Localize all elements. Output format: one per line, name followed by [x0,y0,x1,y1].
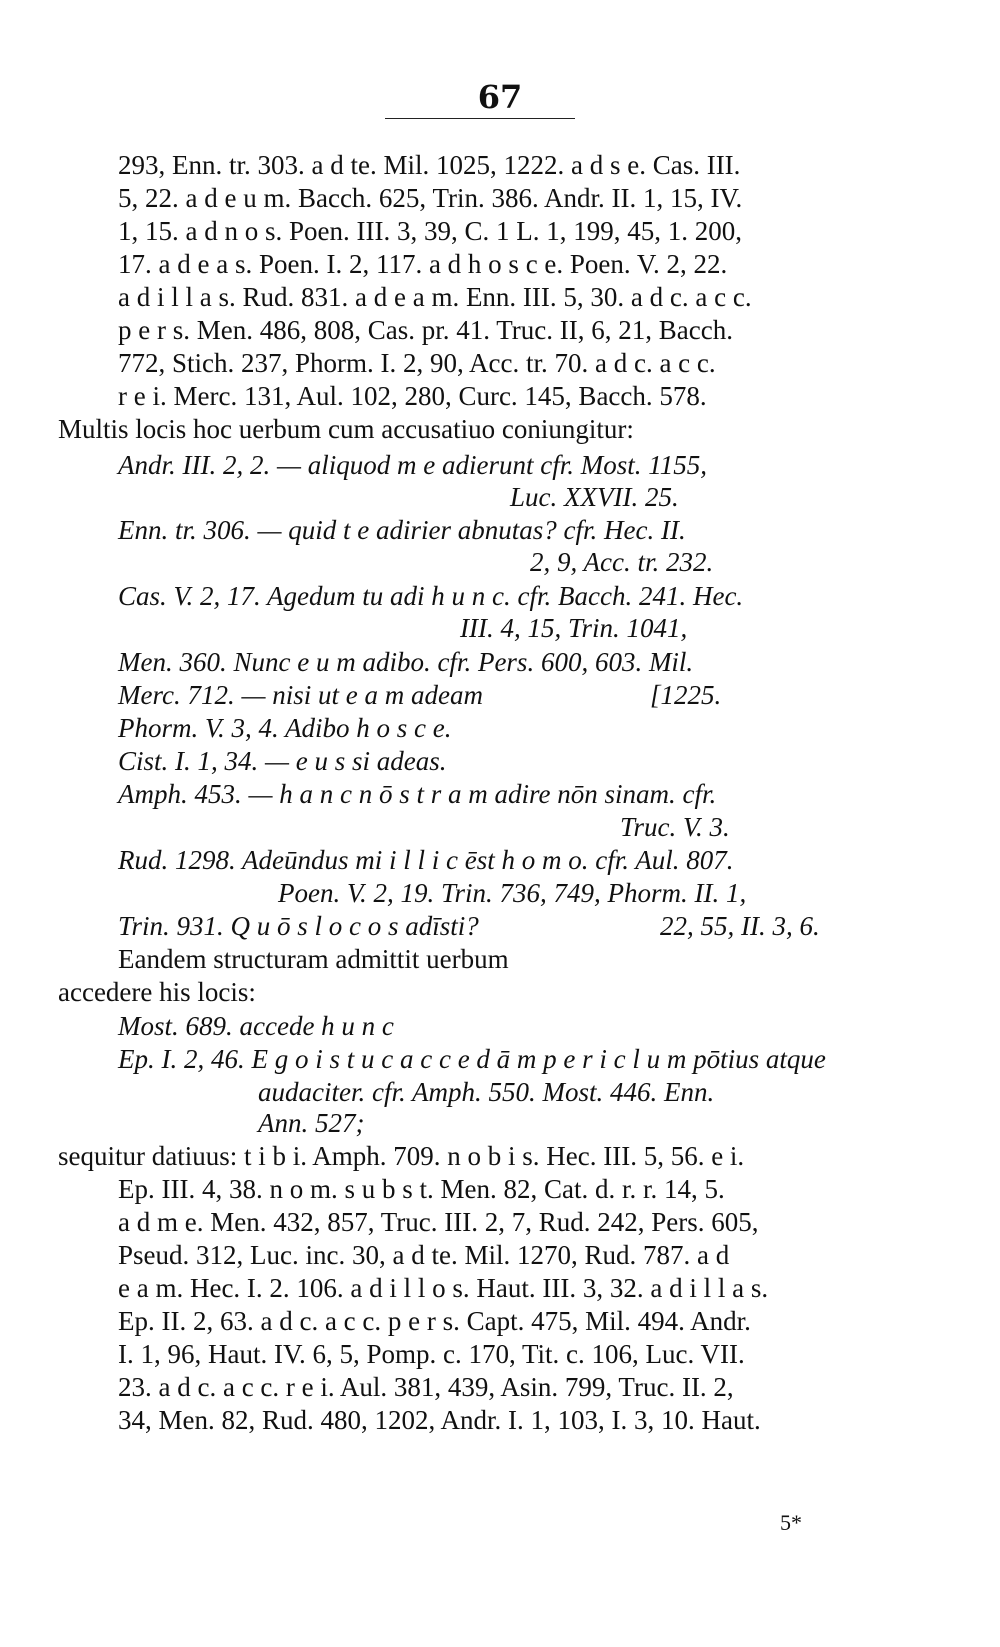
citation-line: Andr. III. 2, 2. — aliquod m e adierunt cfr. Most. 1155, [118,450,707,480]
text-line: Eandem structuram admittit uerbum [118,944,509,974]
text-line: 23. a d c. a c c. r e i. Aul. 381, 439, Asin. 799, Truc. II. 2, [118,1372,734,1402]
text-line: 293, Enn. tr. 303. a d te. Mil. 1025, 1222. a d s e. Cas. III. [118,150,741,180]
citation-line: Phorm. V. 3, 4. Adibo h o s c e. [118,713,452,743]
text-line: a d i l l a s. Rud. 831. a d e a m. Enn. III. 5, 30. a d c. a c c. [118,282,752,312]
text-line: p e r s. Men. 486, 808, Cas. pr. 41. Truc. II, 6, 21, Bacch. [118,315,733,345]
citation-line: audaciter. cfr. Amph. 550. Most. 446. Enn. [258,1077,715,1107]
text-line: a d m e. Men. 432, 857, Truc. III. 2, 7, Rud. 242, Pers. 605, [118,1207,759,1237]
citation-line: Truc. V. 3. [620,812,730,842]
signature-mark: 5* [780,1510,802,1535]
text-line: accedere his locis: [58,977,256,1007]
page-number: 67 [477,78,523,116]
text-line: sequitur datiuus: t i b i. Amph. 709. n o b i s. Hec. III. 5, 56. e i. [58,1141,745,1171]
citation-line: Men. 360. Nunc e u m adibo. cfr. Pers. 600, 603. Mil. [118,647,694,677]
text-line: Multis locis hoc uerbum cum accusatiuo coniungitur: [58,414,634,444]
citation-line: Ep. I. 2, 46. E g o i s t u c a c c e d ā m p e r i c l u m pōtius atque [118,1044,826,1074]
citation-line: Poen. V. 2, 19. Trin. 736, 749, Phorm. II. 1, [278,878,747,908]
citation-line: 2, 9, Acc. tr. 232. [530,547,714,577]
citation-line: 22, 55, II. 3, 6. [660,911,820,941]
citation-line: Merc. 712. — nisi ut e a m adeam [118,680,483,710]
text-line: r e i. Merc. 131, Aul. 102, 280, Curc. 145, Bacch. 578. [118,381,707,411]
citation-line: Ann. 527; [258,1108,365,1138]
text-line: 1, 15. a d n o s. Poen. III. 3, 39, C. 1 L. 1, 199, 45, 1. 200, [118,216,742,246]
citation-line: Enn. tr. 306. — quid t e adirier abnutas? cfr. Hec. II. [118,515,686,545]
header-rule [385,118,575,119]
citation-line: Rud. 1298. Adeūndus mi i l l i c ēst h o m o. cfr. Aul. 807. [118,845,734,875]
citation-line: Most. 689. accede h u n c [118,1011,394,1041]
text-line: Ep. III. 4, 38. n o m. s u b s t. Men. 82, Cat. d. r. r. 14, 5. [118,1174,725,1204]
citation-line: Trin. 931. Q u ō s l o c o s adīsti? [118,911,479,941]
citation-line: [1225. [650,680,722,710]
citation-line: Cas. V. 2, 17. Agedum tu adi h u n c. cfr. Bacch. 241. Hec. [118,581,744,611]
text-line: 5, 22. a d e u m. Bacch. 625, Trin. 386. Andr. II. 1, 15, IV. [118,183,743,213]
text-line: Pseud. 312, Luc. inc. 30, a d te. Mil. 1270, Rud. 787. a d [118,1240,730,1270]
citation-line: Luc. XXVII. 25. [510,482,679,512]
text-line: Ep. II. 2, 63. a d c. a c c. p e r s. Capt. 475, Mil. 494. Andr. [118,1306,751,1336]
text-line: 34, Men. 82, Rud. 480, 1202, Andr. I. 1, 103, I. 3, 10. Haut. [118,1405,761,1435]
text-line: 772, Stich. 237, Phorm. I. 2, 90, Acc. tr. 70. a d c. a c c. [118,348,716,378]
text-line: e a m. Hec. I. 2. 106. a d i l l o s. Haut. III. 3, 32. a d i l l a s. [118,1273,769,1303]
text-line: 17. a d e a s. Poen. I. 2, 117. a d h o s c e. Poen. V. 2, 22. [118,249,728,279]
text-line: I. 1, 96, Haut. IV. 6, 5, Pomp. c. 170, Tit. c. 106, Luc. VII. [118,1339,745,1369]
citation-line: Cist. I. 1, 34. — e u s si adeas. [118,746,447,776]
citation-line: III. 4, 15, Trin. 1041, [460,613,688,643]
citation-line: Amph. 453. — h a n c n ō s t r a m adire nōn sinam. cfr. [118,779,717,809]
